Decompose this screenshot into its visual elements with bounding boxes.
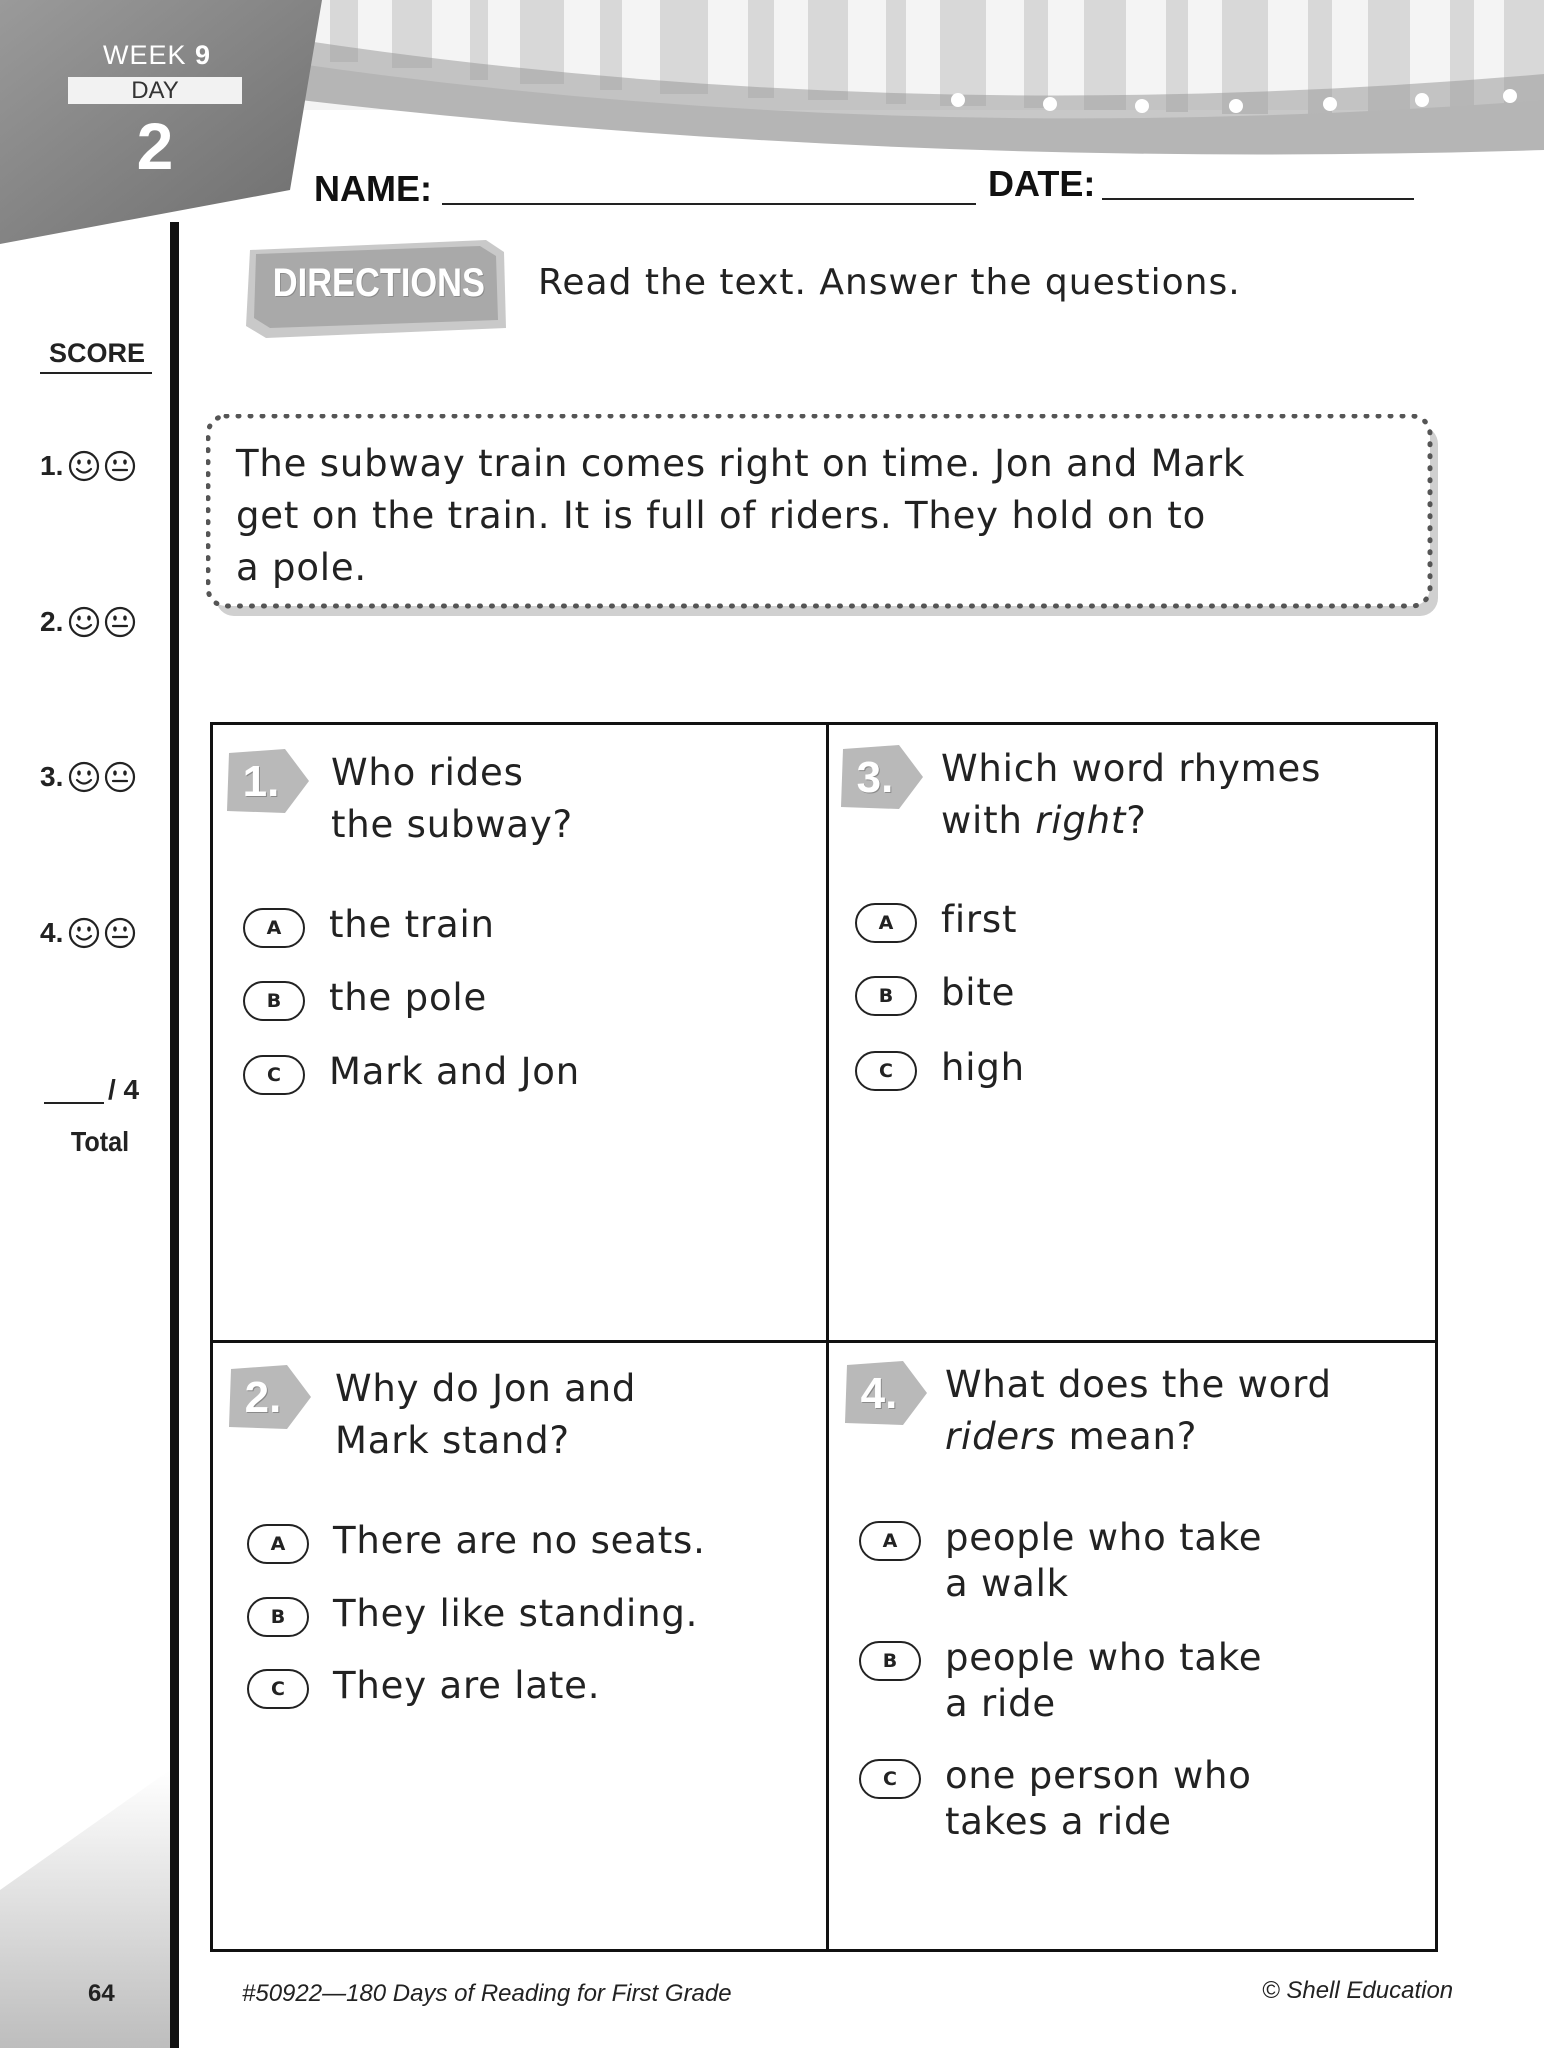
passage-line: The subway train comes right on time. Jon and Mark [236, 442, 1246, 485]
score-row [40, 914, 137, 952]
score-title: SCORE [48, 338, 146, 368]
question-number: 1. [242, 757, 280, 806]
date-label: DATE: [988, 163, 1096, 204]
answer-text: Mark and Jon [329, 1050, 580, 1093]
stripe-banner [300, 0, 1544, 154]
answer-choice[interactable] [855, 1045, 1025, 1091]
answer-text: They like standing. [333, 1592, 699, 1635]
answer-choice[interactable] [859, 1515, 1262, 1607]
answer-choice[interactable] [859, 1635, 1262, 1727]
score-item-number: 3. [40, 761, 64, 792]
name-field-line[interactable] [442, 203, 976, 205]
passage-line: get on the train. It is full of riders. They hold on to [236, 494, 1207, 537]
score-row [40, 603, 137, 641]
smiley-face-icon[interactable] [67, 760, 101, 794]
answer-bubble[interactable]: C [855, 1051, 917, 1091]
answer-bubble[interactable]: A [859, 1521, 921, 1561]
footer-shade [0, 1770, 170, 2048]
passage-line: a pole. [236, 546, 367, 589]
neutral-face-icon[interactable] [103, 449, 137, 483]
question-number: 3. [856, 753, 894, 802]
score-item-number: 2. [40, 606, 64, 637]
answer-bubble[interactable]: C [243, 1055, 305, 1095]
question-prompt: Why do Jon and Mark stand? [335, 1367, 637, 1462]
question-prompt: Who rides the subway? [331, 751, 573, 846]
neutral-face-icon[interactable] [103, 605, 137, 639]
answer-choice[interactable] [243, 1049, 580, 1095]
smiley-face-icon[interactable] [67, 916, 101, 950]
answer-text: people who take a ride [945, 1636, 1263, 1725]
passage-text [236, 438, 1416, 594]
day-label: DAY [68, 77, 242, 104]
book-title: #50922—180 Days of Reading for First Grade [242, 1980, 732, 2007]
page-number: 64 [88, 1980, 115, 2007]
answer-text: first [941, 898, 1018, 941]
day-number: 2 [136, 109, 174, 183]
question-prompt: Which word rhymes with right? [941, 747, 1322, 842]
name-label: NAME: [314, 168, 432, 209]
directions-badge-label: DIRECTIONS [272, 261, 485, 305]
total-denominator: / 4 [108, 1074, 140, 1105]
answer-bubble[interactable]: A [855, 903, 917, 943]
answer-text: bite [941, 971, 1016, 1014]
question-prompt: What does the word riders mean? [945, 1363, 1332, 1458]
answer-text: the pole [329, 976, 488, 1019]
score-item-number: 1. [40, 450, 64, 481]
week-label: WEEK 9 [102, 40, 212, 70]
answer-bubble[interactable]: B [855, 976, 917, 1016]
smiley-face-icon[interactable] [67, 449, 101, 483]
smiley-face-icon[interactable] [67, 605, 101, 639]
question-number: 4. [860, 1369, 898, 1418]
answer-choice[interactable] [247, 1591, 698, 1637]
neutral-face-icon[interactable] [103, 916, 137, 950]
answer-text: the train [329, 903, 495, 946]
answer-text: They are late. [333, 1664, 601, 1707]
answer-bubble[interactable]: C [247, 1669, 309, 1709]
score-row [40, 447, 137, 485]
answer-bubble[interactable]: B [243, 981, 305, 1021]
answer-bubble[interactable]: A [247, 1524, 309, 1564]
neutral-face-icon[interactable] [103, 760, 137, 794]
header-artwork [0, 0, 1544, 250]
copyright: © Shell Education [1262, 1977, 1454, 2004]
total-label: Total [70, 1126, 130, 1157]
total-score-blank[interactable] [44, 1102, 104, 1104]
answer-bubble[interactable]: B [247, 1597, 309, 1637]
answer-bubble[interactable]: B [859, 1641, 921, 1681]
answer-text: people who take a walk [945, 1516, 1263, 1605]
score-item-number: 4. [40, 917, 64, 948]
score-underline [40, 372, 152, 374]
answer-text: There are no seats. [333, 1519, 706, 1562]
sidebar-rule [170, 222, 179, 2048]
answer-bubble[interactable]: C [859, 1759, 921, 1799]
answer-choice[interactable] [855, 897, 1017, 943]
answer-choice[interactable] [243, 975, 487, 1021]
grid-horizontal-divider [213, 1340, 1435, 1343]
answer-choice[interactable] [243, 902, 495, 948]
answer-choice[interactable] [247, 1518, 706, 1564]
answer-choice[interactable] [855, 970, 1015, 1016]
answer-text: one person who takes a ride [945, 1754, 1252, 1843]
week-number: 9 [195, 40, 212, 70]
date-field-line[interactable] [1102, 198, 1414, 200]
question-number: 2. [244, 1373, 282, 1422]
answer-choice[interactable] [247, 1663, 600, 1709]
directions-text: Read the text. Answer the questions. [538, 262, 1241, 303]
answer-choice[interactable] [859, 1753, 1252, 1845]
answer-bubble[interactable]: A [243, 908, 305, 948]
question-grid [210, 722, 1438, 1952]
grid-vertical-divider [826, 725, 829, 1949]
answer-text: high [941, 1046, 1025, 1089]
score-row [40, 758, 137, 796]
